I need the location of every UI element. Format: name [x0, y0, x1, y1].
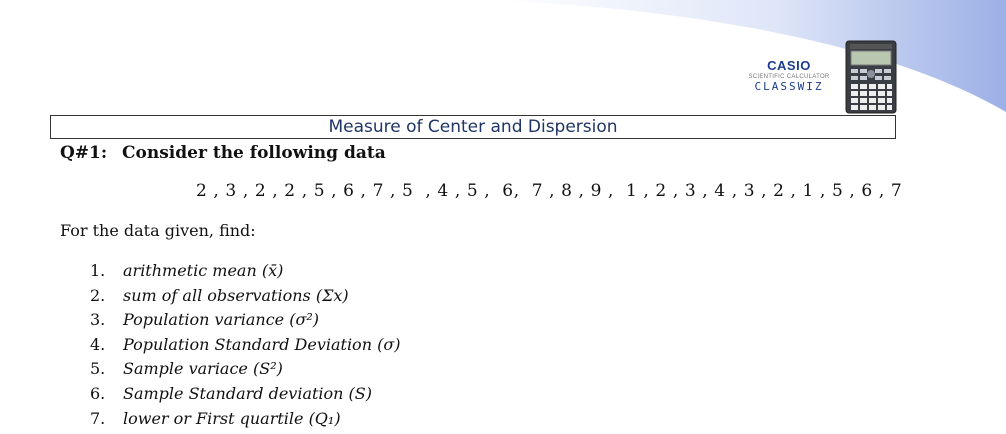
list-item: [90, 382, 400, 407]
task-list: [90, 259, 400, 431]
list-item-number: 6.: [90, 383, 106, 403]
data-values: 2 , 3 , 2 , 2 , 5 , 6 , 7 , 5 , 4 , 5 , 6, 7 , 8 , 9 , 1 , 2 , 3 , 4 , 3 , 2 , 1 , 5 , 6 , 7: [196, 181, 903, 201]
list-item-text: arithmetic mean (x̄): [123, 261, 284, 280]
calculator-icon: [845, 40, 897, 114]
question-text: Consider the following data: [122, 143, 386, 163]
brand-name: CASIO: [767, 58, 811, 73]
brand-subtitle: SCIENTIFIC CALCULATOR: [748, 74, 830, 80]
list-item: [90, 333, 400, 358]
section-title-text: Measure of Center and Dispersion: [328, 117, 618, 137]
section-title: [50, 115, 896, 139]
list-item-text: Sample variace (S²): [123, 359, 283, 379]
list-item-number: 3.: [90, 310, 106, 330]
list-item-text: lower or First quartile (Q₁): [123, 408, 341, 428]
question-number: Q#1:: [60, 143, 108, 163]
casio-logo: [741, 58, 837, 93]
list-item-text: Sample Standard deviation (S): [123, 383, 372, 403]
list-item-number: 4.: [90, 334, 106, 354]
brand-product: CLASSWIZ: [754, 80, 824, 93]
question-line: [60, 143, 386, 163]
list-item-text: Population Standard Deviation (σ): [123, 334, 401, 354]
list-item-text: sum of all observations (Σx): [123, 285, 349, 305]
list-item: [90, 284, 400, 309]
list-item: [90, 357, 400, 382]
list-item-number: 5.: [90, 359, 106, 379]
instruction-text: For the data given, find:: [60, 221, 256, 240]
list-item: [90, 259, 400, 284]
list-item: [90, 407, 400, 432]
list-item-number: 2.: [90, 285, 106, 305]
list-item-number: 1.: [90, 261, 106, 280]
list-item: [90, 308, 400, 333]
list-item-text: Population variance (σ²): [123, 310, 320, 330]
list-item-number: 7.: [90, 408, 106, 428]
